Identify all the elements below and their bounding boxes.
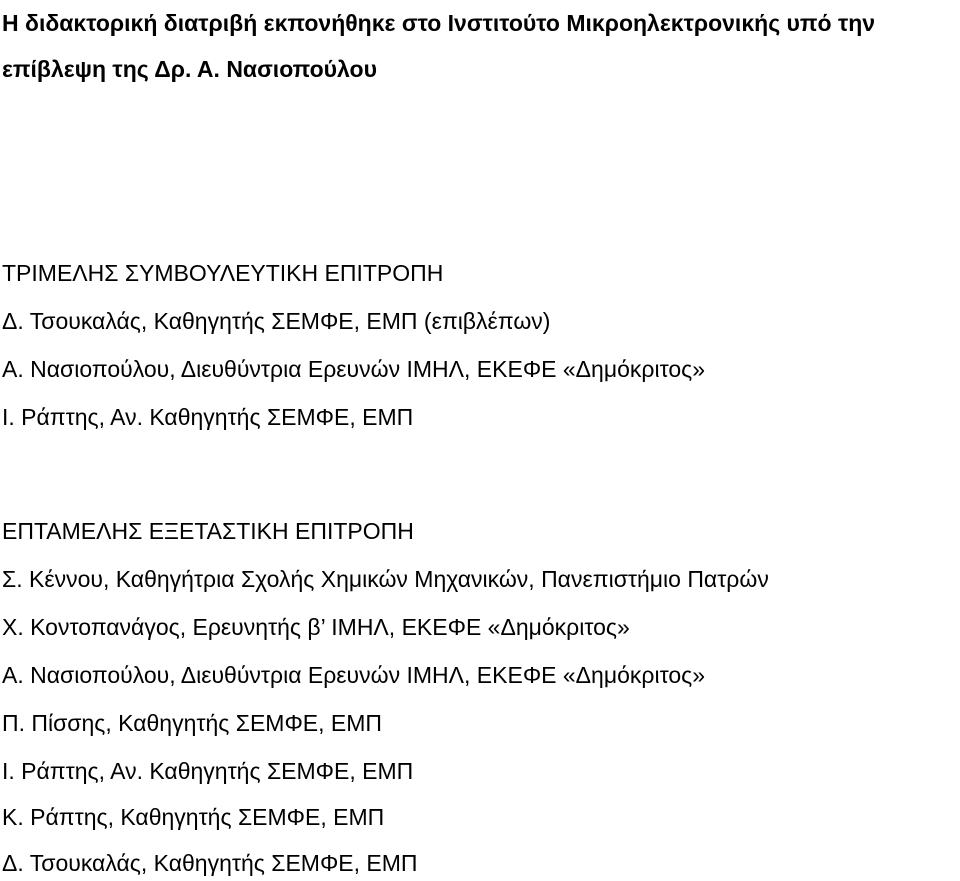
examination-member: Π. Πίσσης, Καθηγητής ΣΕΜΦΕ, ΕΜΠ (2, 710, 383, 736)
examination-member: Χ. Κοντοπανάγος, Ερευνητής β’ ΙΜΗΛ, ΕΚΕΦΕ «Δημόκριτος» (2, 614, 630, 640)
advisory-member: Ι. Ράπτης, Αν. Καθηγητής ΣΕΜΦΕ, ΕΜΠ (2, 404, 414, 430)
examination-member: Α. Νασιοπούλου, Διευθύντρια Ερευνών ΙΜΗΛ, ΕΚΕΦΕ «Δημόκριτος» (2, 662, 706, 688)
examination-member: Ι. Ράπτης, Αν. Καθηγητής ΣΕΜΦΕ, ΕΜΠ (2, 758, 414, 784)
examination-committee-heading: ΕΠΤΑΜΕΛΗΣ ΕΞΕΤΑΣΤΙΚΗ ΕΠΙΤΡΟΠΗ (2, 518, 414, 544)
advisory-committee-heading: ΤΡΙΜΕΛΗΣ ΣΥΜΒΟΥΛΕΥΤΙΚΗ ΕΠΙΤΡΟΠΗ (2, 260, 444, 286)
intro-paragraph: Η διδακτορική διατριβή εκπονήθηκε στο Ινστιτούτο Μικροηλεκτρονικής υπό την επίβλεψη της Δρ. Α. Νασιοπούλου (2, 10, 876, 82)
advisory-member: Α. Νασιοπούλου, Διευθύντρια Ερευνών ΙΜΗΛ, ΕΚΕΦΕ «Δημόκριτος» (2, 356, 706, 382)
examination-member: Σ. Κέννου, Καθηγήτρια Σχολής Χημικών Μηχανικών, Πανεπιστήμιο Πατρών (2, 566, 769, 592)
advisory-member: Δ. Τσουκαλάς, Καθηγητής ΣΕΜΦΕ, ΕΜΠ (επιβλέπων) (2, 308, 551, 334)
examination-member: Δ. Τσουκαλάς, Καθηγητής ΣΕΜΦΕ, ΕΜΠ (2, 850, 418, 876)
examination-member: Κ. Ράπτης, Καθηγητής ΣΕΜΦΕ, ΕΜΠ (2, 804, 385, 830)
